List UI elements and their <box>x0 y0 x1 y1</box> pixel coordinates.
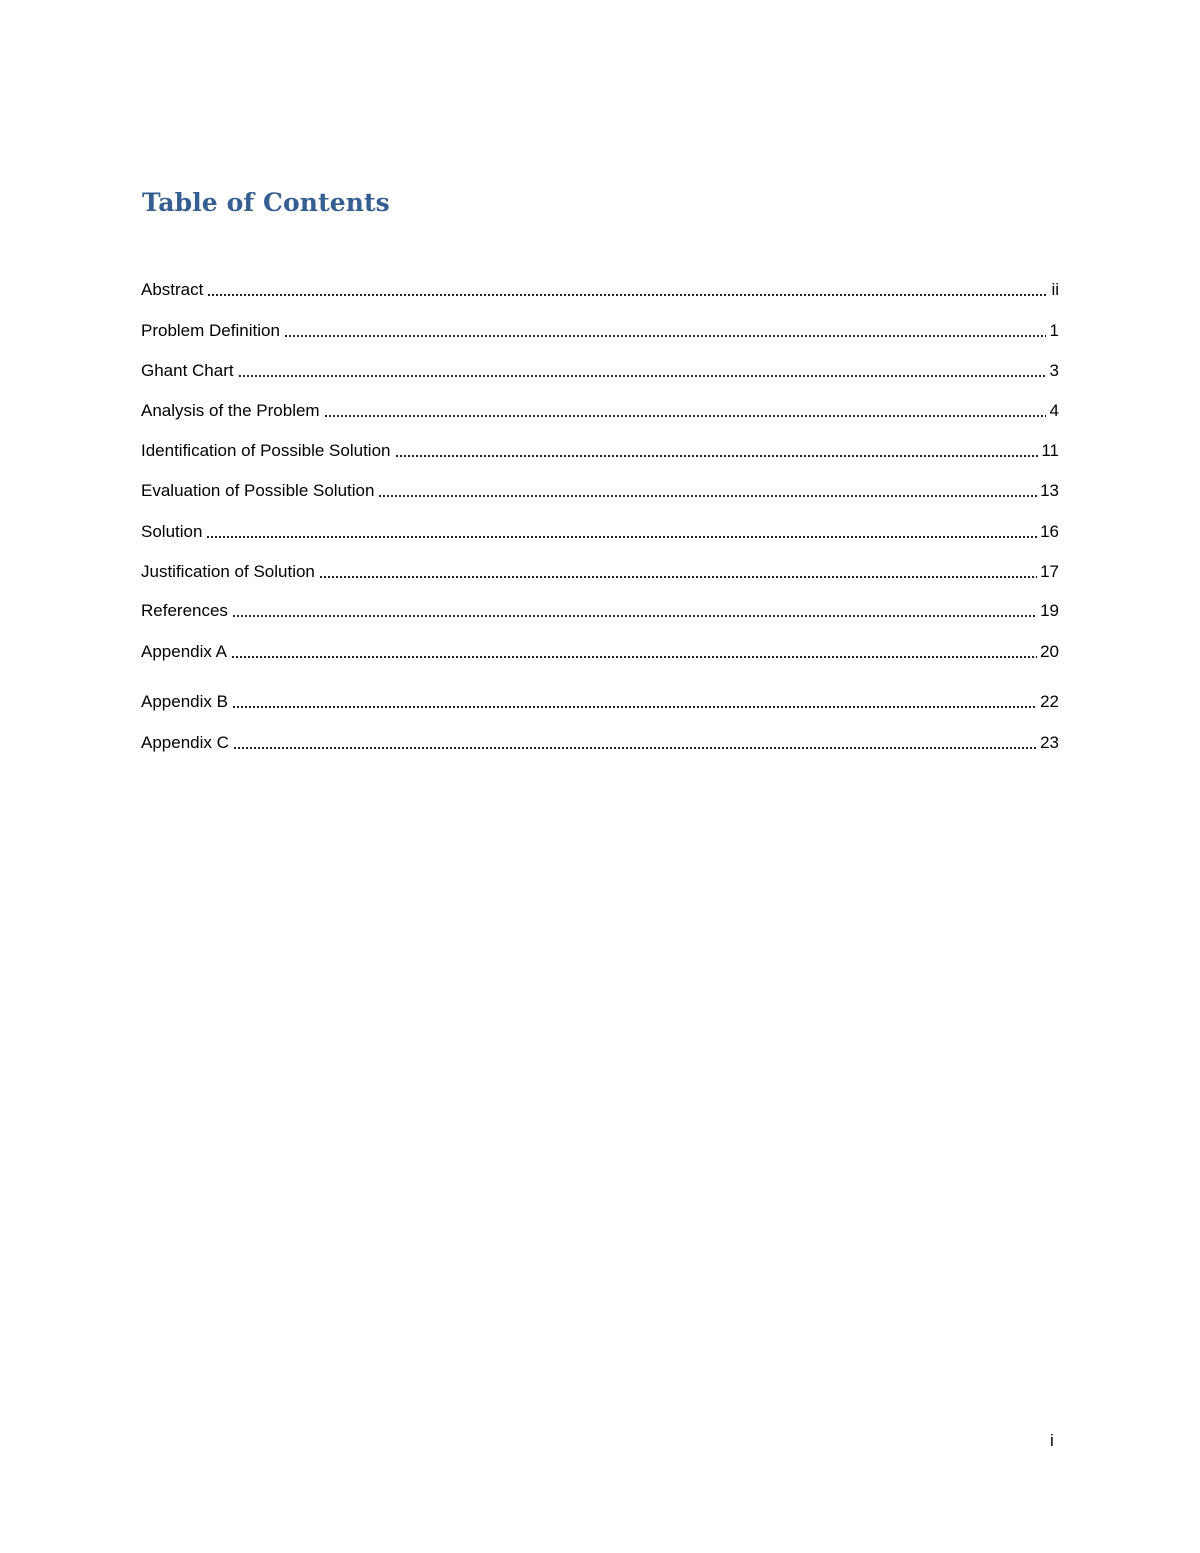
toc-entry-title: Problem Definition <box>141 321 280 340</box>
toc-entry-title: Evaluation of Possible Solution <box>141 481 375 500</box>
dot-leader <box>238 374 1046 378</box>
toc-entry-appendix-c[interactable] <box>141 730 1059 754</box>
dot-leader <box>395 454 1039 458</box>
toc-entry-problem-definition[interactable] <box>141 318 1059 342</box>
toc-entry-page: 4 <box>1049 401 1059 420</box>
toc-entry-abstract[interactable] <box>141 277 1059 301</box>
toc-entry-page: ii <box>1051 280 1059 299</box>
toc-entry-title: Ghant Chart <box>141 361 234 380</box>
dot-leader <box>232 705 1037 709</box>
dot-leader <box>232 614 1037 618</box>
dot-leader <box>233 746 1037 750</box>
toc-entry-page: 23 <box>1040 733 1059 752</box>
toc-entry-references[interactable] <box>141 598 1059 622</box>
toc-entry-ghant-chart[interactable] <box>141 358 1059 382</box>
toc-entry-title: Appendix B <box>141 692 228 711</box>
toc-entry-title: Solution <box>141 522 203 541</box>
dot-leader <box>324 414 1046 418</box>
toc-entry-title: Analysis of the Problem <box>141 401 320 420</box>
dot-leader <box>207 293 1046 297</box>
toc-entry-page: 22 <box>1040 692 1059 711</box>
toc-entry-title: Justification of Solution <box>141 562 315 581</box>
footer-page-number: i <box>1050 1431 1054 1450</box>
toc-entry-title: Identification of Possible Solution <box>141 441 391 460</box>
toc-entry-evaluation-of-possible-solution[interactable] <box>141 478 1059 502</box>
toc-entry-analysis-of-the-problem[interactable] <box>141 398 1059 422</box>
toc-entry-page: 13 <box>1040 481 1059 500</box>
toc-entry-page: 11 <box>1041 441 1059 460</box>
toc-entry-page: 20 <box>1040 642 1059 661</box>
toc-entry-title: Abstract <box>141 280 204 299</box>
toc-entry-appendix-a[interactable] <box>141 639 1059 663</box>
toc-entry-identification-of-possible-solution[interactable] <box>141 438 1059 462</box>
dot-leader <box>319 575 1037 579</box>
toc-entry-solution[interactable] <box>141 519 1059 543</box>
dot-leader <box>231 655 1037 659</box>
toc-entry-justification-of-solution[interactable] <box>141 559 1059 583</box>
toc-entry-page: 19 <box>1040 601 1059 620</box>
toc-heading: Table of Contents <box>142 188 390 217</box>
toc-entry-title: References <box>141 601 228 620</box>
toc-entry-page: 17 <box>1040 562 1059 581</box>
toc-entry-title: Appendix C <box>141 733 229 752</box>
dot-leader <box>206 535 1037 539</box>
toc-entry-page: 1 <box>1049 321 1059 340</box>
toc-entry-page: 16 <box>1040 522 1059 541</box>
dot-leader <box>284 334 1046 338</box>
toc-entry-title: Appendix A <box>141 642 228 661</box>
dot-leader <box>378 494 1037 498</box>
toc-entry-page: 3 <box>1049 361 1059 380</box>
toc-entry-appendix-b[interactable] <box>141 689 1059 713</box>
